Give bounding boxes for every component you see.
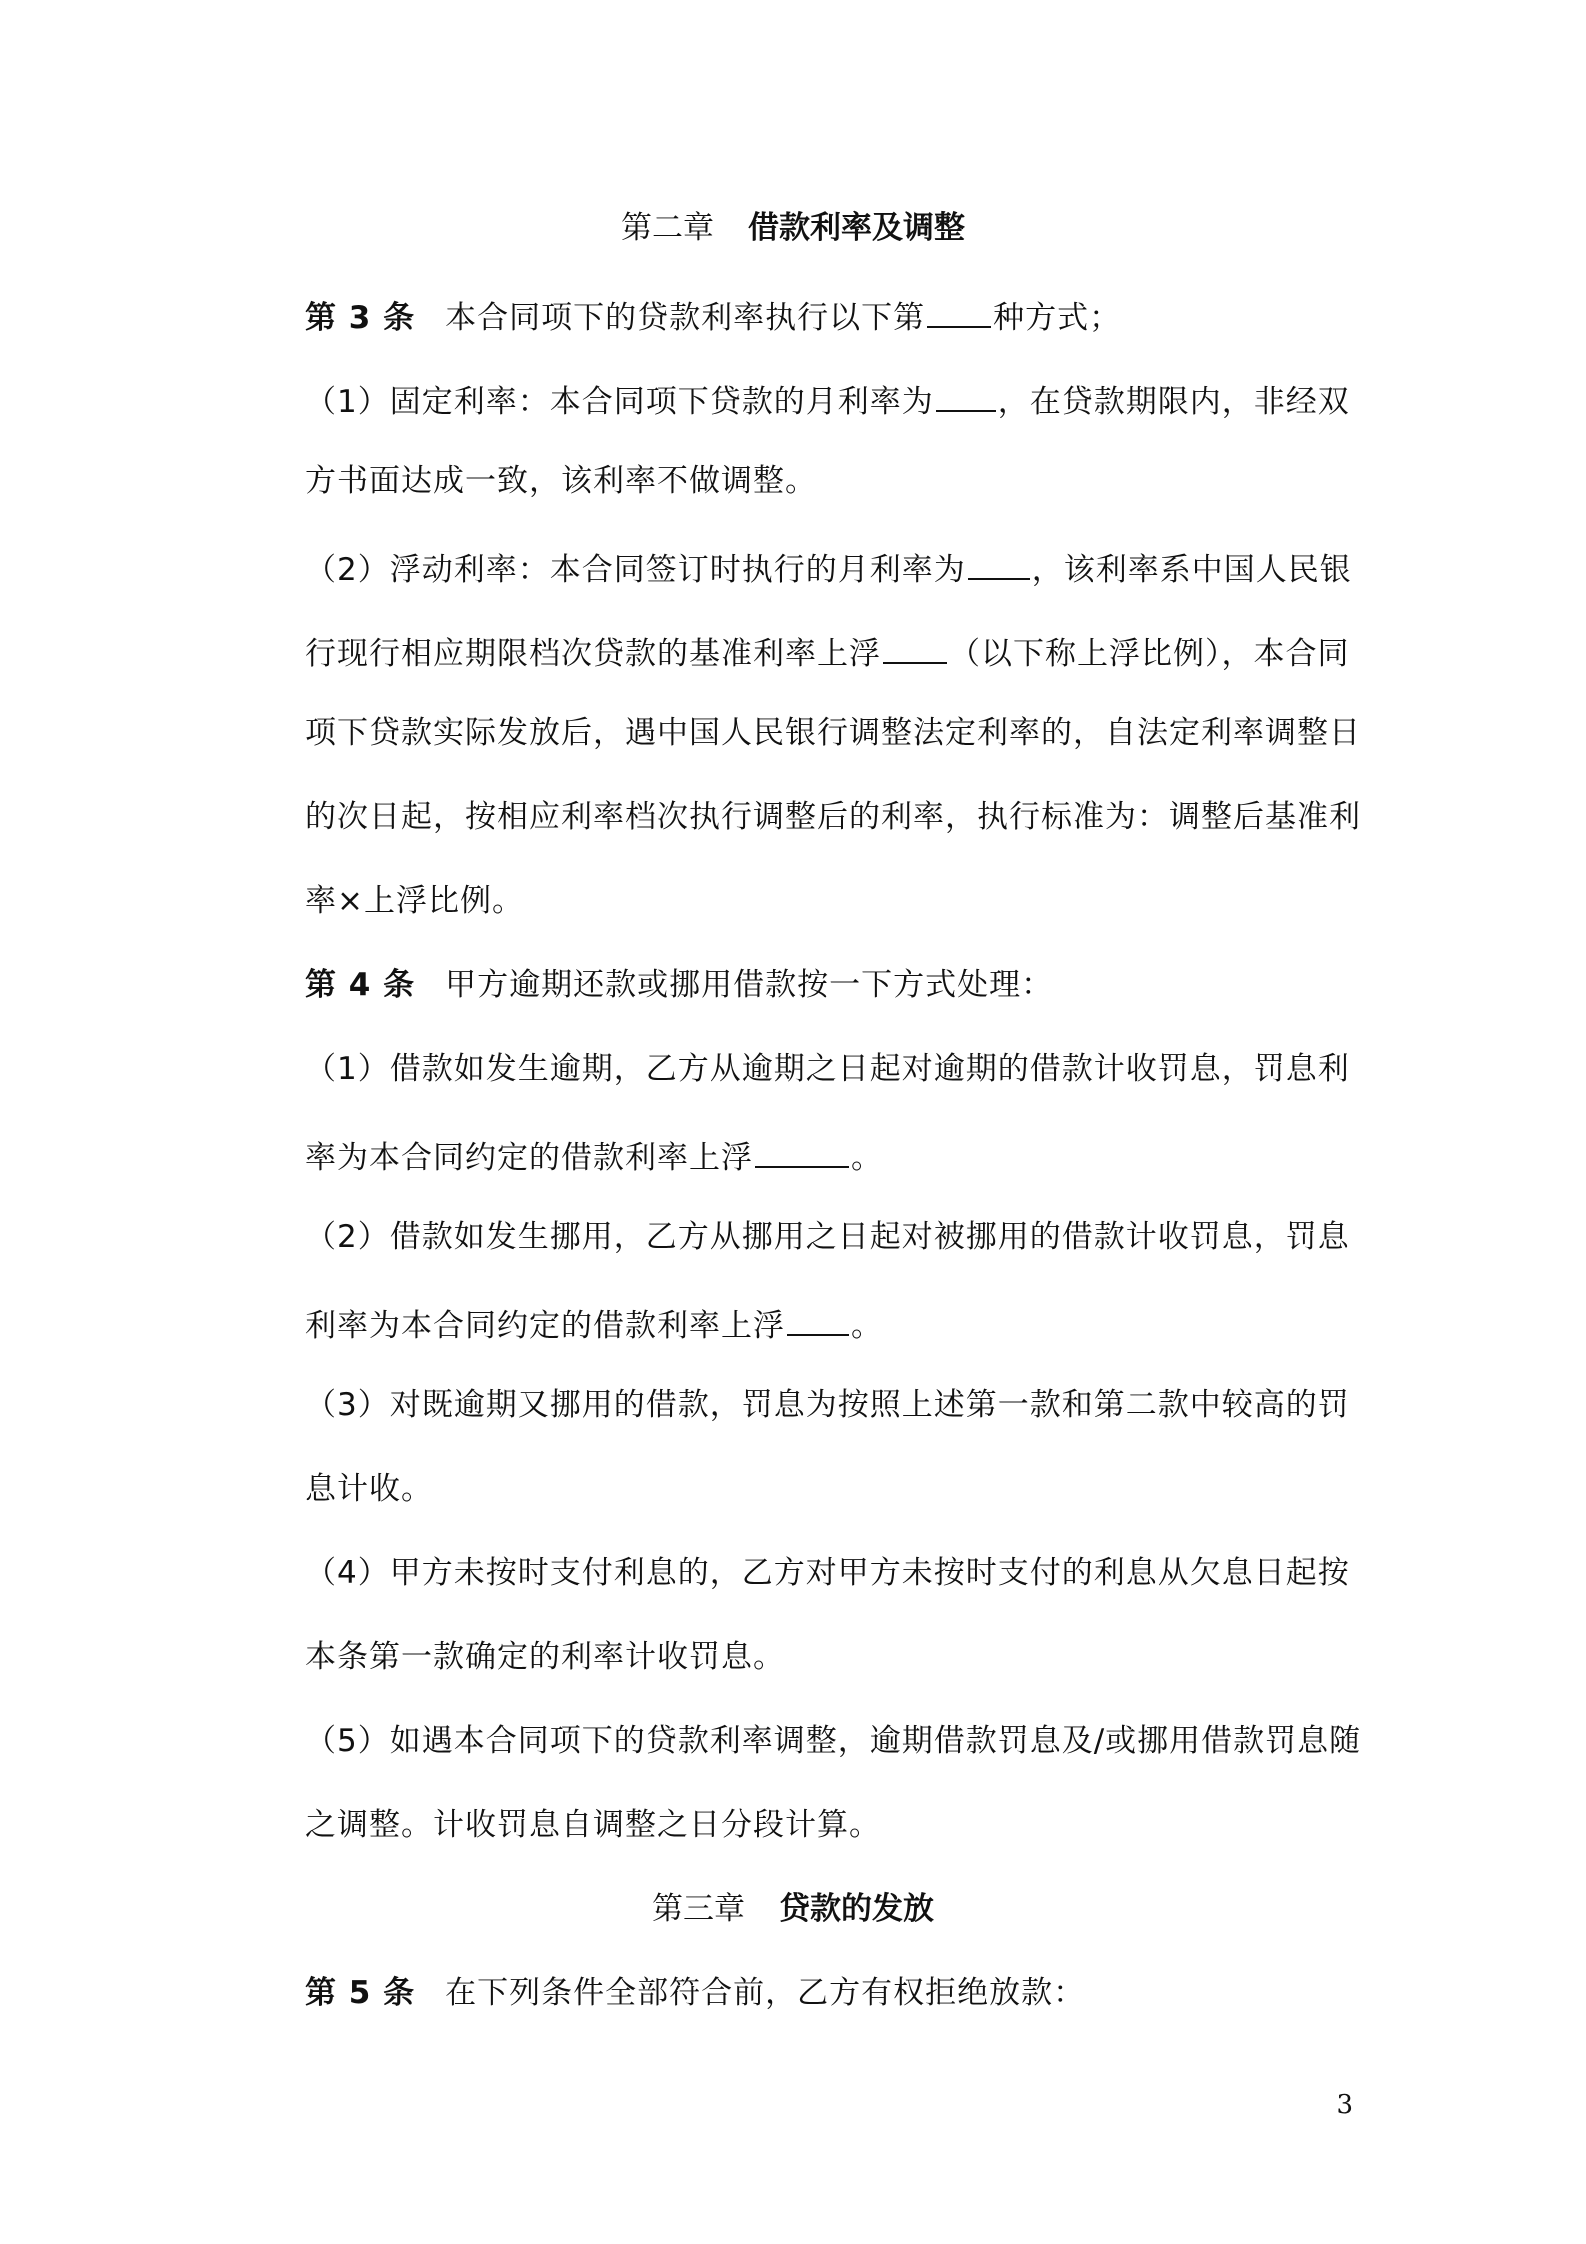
article-5 [305,1972,1350,2014]
article-text: 甲方逾期还款或挪用借款按一下方式处理： [445,967,1054,1003]
item-line: 项下贷款实际发放后，遇中国人民银行调整法定利率的，自法定利率调整日 [305,715,1361,751]
item-text: （以下称上浮比例），本合同 [949,636,1350,672]
item-line: （1）借款如发生逾期，乙方从逾期之日起对逾期的借款计收罚息，罚息利 [305,1051,1350,1087]
item-text: （1）固定利率：本合同项下贷款的月利率为 [305,384,934,420]
article-text: 在下列条件全部符合前，乙方有权拒绝放款： [445,1975,1086,2011]
item-line: 本条第一款确定的利率计收罚息。 [305,1639,785,1675]
item-line: （4）甲方未按时支付利息的，乙方对甲方未按时支付的利息从欠息日起按 [305,1555,1350,1591]
item-text: （2）浮动利率：本合同签订时执行的月利率为 [305,552,966,588]
article-number: 第 5 条 [305,1975,416,2011]
item-line [305,1132,1350,1179]
article-number: 第 3 条 [305,300,416,336]
item-text: ，该利率系中国人民银 [1031,552,1352,588]
chapter-label: 第三章 [652,1891,745,1927]
item-text: 。 [851,1140,883,1176]
page-number: 3 [1336,2090,1353,2120]
article-text: 本合同项下的贷款利率执行以下第 [445,300,926,336]
chapter-title: 贷款的发放 [779,1891,934,1927]
fill-blank [787,1300,849,1336]
item-line [305,376,1350,423]
item-line: 率×上浮比例。 [305,883,524,919]
item-line: （3）对既逾期又挪用的借款，罚息为按照上述第一款和第二款中较高的罚 [305,1387,1350,1423]
item-line: （5）如遇本合同项下的贷款利率调整，逾期借款罚息及/或挪用借款罚息随 [305,1723,1362,1759]
fill-blank [755,1132,849,1168]
item-line: 方书面达成一致，该利率不做调整。 [305,463,817,499]
item-text: 。 [851,1308,883,1344]
article-text: 种方式； [993,300,1122,336]
item-line [305,544,1350,591]
article-4 [305,964,1350,1006]
item-line: 息计收。 [305,1471,433,1507]
item-text: 率为本合同约定的借款利率上浮 [305,1140,753,1176]
item-text: 利率为本合同约定的借款利率上浮 [305,1308,785,1344]
item-line: （2）借款如发生挪用，乙方从挪用之日起对被挪用的借款计收罚息，罚息 [305,1219,1350,1255]
chapter-title: 借款利率及调整 [748,210,965,246]
item-line [305,1300,1350,1347]
article-number: 第 4 条 [305,967,416,1003]
chapter-heading [0,1888,1586,1930]
chapter-label: 第二章 [621,210,714,246]
chapter-heading [0,207,1586,249]
fill-blank [968,544,1030,580]
item-line: 的次日起，按相应利率档次执行调整后的利率，执行标准为：调整后基准利 [305,799,1361,835]
item-text: 行现行相应期限档次贷款的基准利率上浮 [305,636,881,672]
item-text: ，在贷款期限内，非经双 [997,384,1350,420]
fill-blank [936,376,996,412]
article-3 [305,292,1350,339]
item-line [305,628,1350,675]
fill-blank [883,628,947,664]
item-line: 之调整。计收罚息自调整之日分段计算。 [305,1807,881,1843]
fill-blank [927,292,991,328]
